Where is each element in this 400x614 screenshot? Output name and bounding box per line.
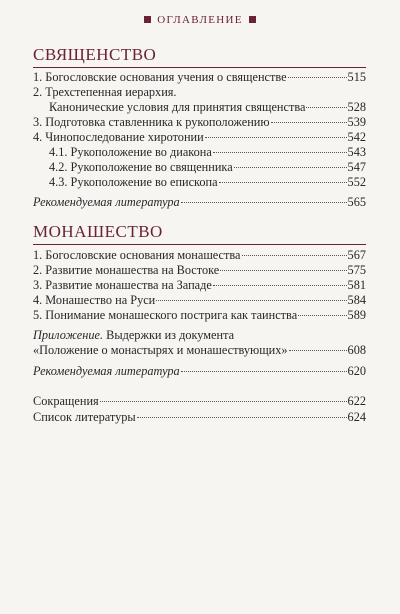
toc-entry[interactable]: 4.3. Рукоположение во епископа 552	[49, 175, 366, 189]
section-title-priesthood: СВЯЩЕНСТВО	[33, 45, 157, 64]
toc-entry[interactable]: 5. Понимание монашеского пострига как таинства 589	[33, 308, 366, 322]
toc-entry[interactable]: 1. Богословские основания учения о священстве 515	[33, 70, 366, 84]
toc-entry-recommended-literature[interactable]: Рекомендуемая литература 620	[33, 364, 366, 378]
toc-entry-appendix[interactable]: Приложение. Выдержки из документа	[33, 328, 235, 342]
section-divider	[33, 67, 366, 68]
section-divider	[33, 244, 366, 245]
toc-entry[interactable]: 4.2. Рукоположение во священника 547	[49, 160, 366, 174]
toc-entry[interactable]: Канонические условия для принятия священства 528	[49, 100, 366, 114]
toc-entry[interactable]: 3. Развитие монашества на Западе 581	[33, 278, 366, 292]
toc-entry[interactable]: «Положение о монастырях и монашествующих» 608	[33, 343, 366, 357]
toc-entry[interactable]: 2. Развитие монашества на Востоке 575	[33, 263, 366, 277]
toc-title: ОГЛАВЛЕНИЕ	[157, 14, 243, 26]
toc-entry[interactable]: 4.1. Рукоположение во диакона 543	[49, 145, 366, 159]
toc-header	[0, 14, 400, 26]
toc-entry[interactable]: 4. Чинопоследование хиротонии 542	[33, 130, 366, 144]
toc-entry[interactable]: 1. Богословские основания монашества 567	[33, 248, 366, 262]
toc-entry-abbreviations[interactable]: Сокращения 622	[33, 394, 366, 408]
toc-entry[interactable]: 3. Подготовка ставленника к рукоположению 539	[33, 115, 366, 129]
square-bullet-icon	[144, 16, 151, 23]
square-bullet-icon	[249, 16, 256, 23]
toc-entry-recommended-literature[interactable]: Рекомендуемая литература 565	[33, 195, 366, 209]
section-title-monasticism: МОНАШЕСТВО	[33, 222, 163, 241]
toc-entry-bibliography[interactable]: Список литературы 624	[33, 410, 366, 424]
toc-entry[interactable]: 2. Трехстепенная иерархия.	[33, 85, 177, 99]
toc-entry[interactable]: 4. Монашество на Руси 584	[33, 293, 366, 307]
